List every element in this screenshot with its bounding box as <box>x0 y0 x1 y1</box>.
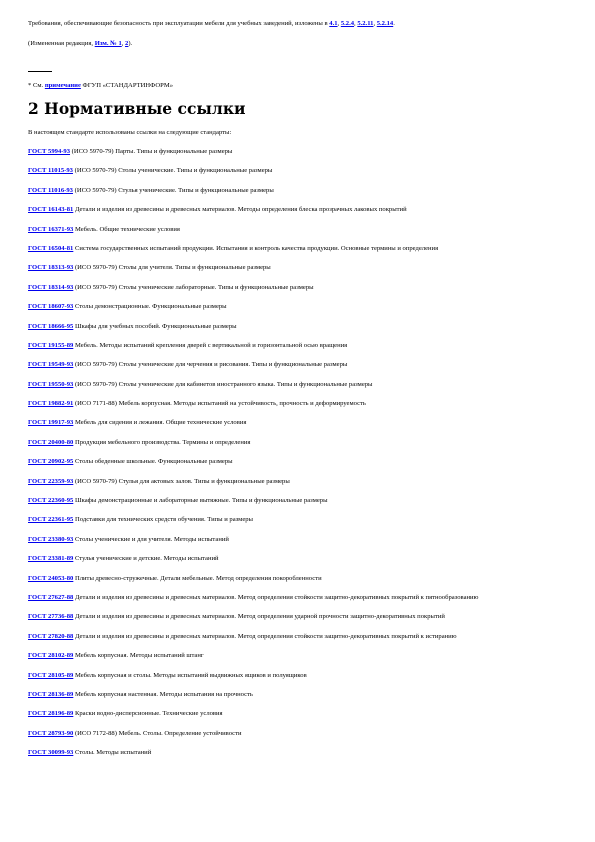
amendment-prefix: (Измененная редакция, <box>28 40 95 47</box>
standard-link[interactable]: ГОСТ 18607-93 <box>28 303 74 311</box>
reference-title: Мебель корпусная. Методы испытаний штанг <box>73 652 204 660</box>
footnote-prefix: * См. <box>28 82 45 89</box>
standard-link[interactable]: ГОСТ 19549-93 <box>28 361 74 369</box>
clause-link[interactable]: 4.1 <box>329 20 338 27</box>
footnote-suffix: ФГУП «СТАНДАРТИНФОРМ» <box>80 82 173 89</box>
reference-item <box>28 245 568 253</box>
reference-item <box>28 148 568 156</box>
reference-title: Стулья ученические и детские. Методы испытаний <box>73 555 219 563</box>
standard-link[interactable]: ГОСТ 28102-89 <box>28 652 74 660</box>
reference-title: (ИСО 5970-79) Столы ученические для черчения и рисования. Типы и функциональные размеры <box>73 361 348 369</box>
reference-item <box>28 633 568 641</box>
reference-item <box>28 672 568 680</box>
reference-item <box>28 555 568 563</box>
reference-item <box>28 613 568 621</box>
reference-title: Подставки для технических средств обучения. Типы и размеры <box>73 516 253 524</box>
reference-item <box>28 594 568 602</box>
reference-item <box>28 536 568 544</box>
reference-item <box>28 710 568 718</box>
reference-title: Плиты древесно-стружечные. Детали мебельные. Метод определения покоробленности <box>73 574 322 582</box>
reference-title: Продукция мебельного производства. Термины и определения <box>73 438 251 446</box>
reference-title: (ИСО 5970-79) Столы для учителя. Типы и функциональные размеры <box>73 264 271 272</box>
standard-link[interactable]: ГОСТ 5994-93 <box>28 148 71 155</box>
clause-link[interactable]: 5.2.4 <box>340 20 355 27</box>
reference-item <box>28 187 568 195</box>
reference-title: (ИСО 5970-79) Парты. Типы и функциональные размеры <box>70 148 233 155</box>
reference-item <box>28 264 568 272</box>
references-list <box>28 148 568 757</box>
reference-title: Шкафы демонстрационные и лабораторные вытяжные. Типы и функциональные размеры <box>73 497 328 505</box>
reference-item <box>28 730 568 738</box>
standard-link[interactable]: ГОСТ 22359-93 <box>28 477 74 485</box>
reference-item <box>28 652 568 660</box>
reference-title: (ИСО 7172-88) Мебель. Столы. Определение устойчивости <box>73 729 242 737</box>
reference-item <box>28 439 568 447</box>
reference-title: Столы обеденные школьные. Функциональные размеры <box>73 458 233 466</box>
reference-title: (ИСО 5970-79) Стулья для актовых залов. Типы и функциональные размеры <box>73 477 290 485</box>
reference-item <box>28 497 568 505</box>
standard-link[interactable]: ГОСТ 19917-93 <box>28 419 74 427</box>
footnote-link[interactable]: примечание <box>44 82 81 89</box>
reference-title: Детали и изделия из древесины и древесных материалов. Метод определения стойкости защитно-декоративных покрытий к истиранию <box>73 632 457 640</box>
standard-link[interactable]: ГОСТ 18314-93 <box>28 283 74 291</box>
standard-link[interactable]: ГОСТ 27820-88 <box>28 632 74 640</box>
reference-item <box>28 361 568 369</box>
reference-title: (ИСО 7171-88) Мебель корпусная. Методы испытаний на устойчивость, прочность и деформируемость <box>73 400 366 408</box>
amendment-suffix: ). <box>128 40 133 47</box>
reference-item <box>28 749 568 757</box>
standard-link[interactable]: ГОСТ 20400-80 <box>28 438 74 446</box>
standard-link[interactable]: ГОСТ 28105-89 <box>28 671 74 679</box>
reference-item <box>28 226 568 234</box>
reference-item <box>28 342 568 350</box>
reference-title: Столы. Методы испытаний <box>73 749 152 757</box>
reference-item <box>28 419 568 427</box>
standard-link[interactable]: ГОСТ 23380-93 <box>28 535 74 543</box>
safety-requirements-paragraph: Требования, обеспечивающие безопасность при эксплуатации мебели для учебных заведений, изложены в 4.1, 5.2.4, 5.2.11, 5.2.14. <box>28 20 395 27</box>
standard-link[interactable]: ГОСТ 22360-95 <box>28 497 74 505</box>
section-heading: 2 Нормативные ссылки <box>28 99 246 118</box>
amendment-link-2[interactable]: 2 <box>125 40 129 47</box>
reference-title: (ИСО 5970-79) Стулья ученические. Типы и функциональные размеры <box>72 186 274 194</box>
standard-link[interactable]: ГОСТ 11015-93 <box>28 167 73 175</box>
reference-title: (ИСО 5970-79) Столы ученические для кабинетов иностранного языка. Типы и функциональные размеры <box>73 380 373 388</box>
standard-link[interactable]: ГОСТ 11016-93 <box>28 186 73 194</box>
standard-link[interactable]: ГОСТ 28196-89 <box>28 710 74 718</box>
footnote-divider <box>28 71 52 72</box>
clause-link[interactable]: 5.2.14 <box>376 20 394 27</box>
standard-link[interactable]: ГОСТ 22361-95 <box>28 516 74 524</box>
section-intro: В настоящем стандарте использованы ссылки на следующие стандарты: <box>28 129 232 136</box>
standard-link[interactable]: ГОСТ 16504-81 <box>28 244 74 252</box>
reference-title: Столы демонстрационные. Функциональные размеры <box>73 303 227 311</box>
standard-link[interactable]: ГОСТ 19882-91 <box>28 400 74 408</box>
standard-link[interactable]: ГОСТ 19155-89 <box>28 341 74 349</box>
clause-link[interactable]: 5.2.11 <box>357 20 374 27</box>
document-page <box>28 20 568 769</box>
amendment-link[interactable]: Изм. № 1 <box>94 40 122 47</box>
reference-item <box>28 478 568 486</box>
reference-title: (ИСО 5970-79) Столы ученические. Типы и функциональные размеры <box>72 167 273 175</box>
reference-item <box>28 167 568 175</box>
standard-link[interactable]: ГОСТ 28793-90 <box>28 729 74 737</box>
reference-title: Детали и изделия из древесины и древесных материалов. Метод определения стойкости защитно-декоративных покрытий к пятнообразованию <box>73 593 479 601</box>
reference-item <box>28 381 568 389</box>
paragraph-text: Требования, обеспечивающие безопасность при эксплуатации мебели для учебных заведений, изложены в <box>28 20 330 27</box>
reference-title: Мебель корпусная и столы. Методы испытаний выдвижных ящиков и полуящиков <box>73 671 307 679</box>
reference-title: (ИСО 5970-79) Столы ученические лабораторные. Типы и функциональные размеры <box>73 283 314 291</box>
standard-link[interactable]: ГОСТ 27627-88 <box>28 593 74 601</box>
reference-item <box>28 575 568 583</box>
reference-item <box>28 691 568 699</box>
reference-title: Столы ученические и для учителя. Методы испытаний <box>73 535 229 543</box>
reference-item <box>28 323 568 331</box>
footnote <box>28 82 568 90</box>
reference-item <box>28 206 568 214</box>
standard-link[interactable]: ГОСТ 18313-93 <box>28 264 74 272</box>
standard-link[interactable]: ГОСТ 30099-93 <box>28 749 74 757</box>
standard-link[interactable]: ГОСТ 18666-95 <box>28 322 74 330</box>
standard-link[interactable]: ГОСТ 16143-81 <box>28 206 74 214</box>
reference-title: Детали и изделия из древесины и древесных материалов. Метод определения ударной прочности защитно-декоративных покрытий <box>73 613 445 621</box>
reference-title: Шкафы для учебных пособий. Функциональные размеры <box>73 322 237 330</box>
amendment-note: (Измененная редакция, Изм. № 1, 2). <box>28 40 133 47</box>
reference-item <box>28 458 568 466</box>
reference-title: Мебель. Общие технические условия <box>73 225 180 233</box>
reference-title: Детали и изделия из древесины и древесных материалов. Методы определения блеска прозрачных лаковых покрытий <box>73 206 407 214</box>
standard-link[interactable]: ГОСТ 27736-88 <box>28 613 74 621</box>
reference-title: Краски водно-дисперсионные. Технические условия <box>73 710 223 718</box>
reference-title: Мебель для сидения и лежания. Общие технические условия <box>73 419 247 427</box>
standard-link[interactable]: ГОСТ 19550-93 <box>28 380 74 388</box>
standard-link[interactable]: ГОСТ 23381-89 <box>28 555 74 563</box>
standard-link[interactable]: ГОСТ 28136-89 <box>28 690 74 698</box>
reference-title: Мебель корпусная настенная. Методы испытания на прочность <box>73 690 253 698</box>
standard-link[interactable]: ГОСТ 16371-93 <box>28 225 74 233</box>
reference-item <box>28 303 568 311</box>
standard-link[interactable]: ГОСТ 20902-95 <box>28 458 74 466</box>
reference-item <box>28 516 568 524</box>
reference-item <box>28 400 568 408</box>
reference-title: Система государственных испытаний продукции. Испытания и контроль качества продукции. Основные термины и определения <box>73 244 439 252</box>
standard-link[interactable]: ГОСТ 24053-80 <box>28 574 74 582</box>
reference-title: Мебель. Методы испытаний крепления дверей с вертикальной и горизонтальной осью вращения <box>73 341 348 349</box>
reference-item <box>28 284 568 292</box>
